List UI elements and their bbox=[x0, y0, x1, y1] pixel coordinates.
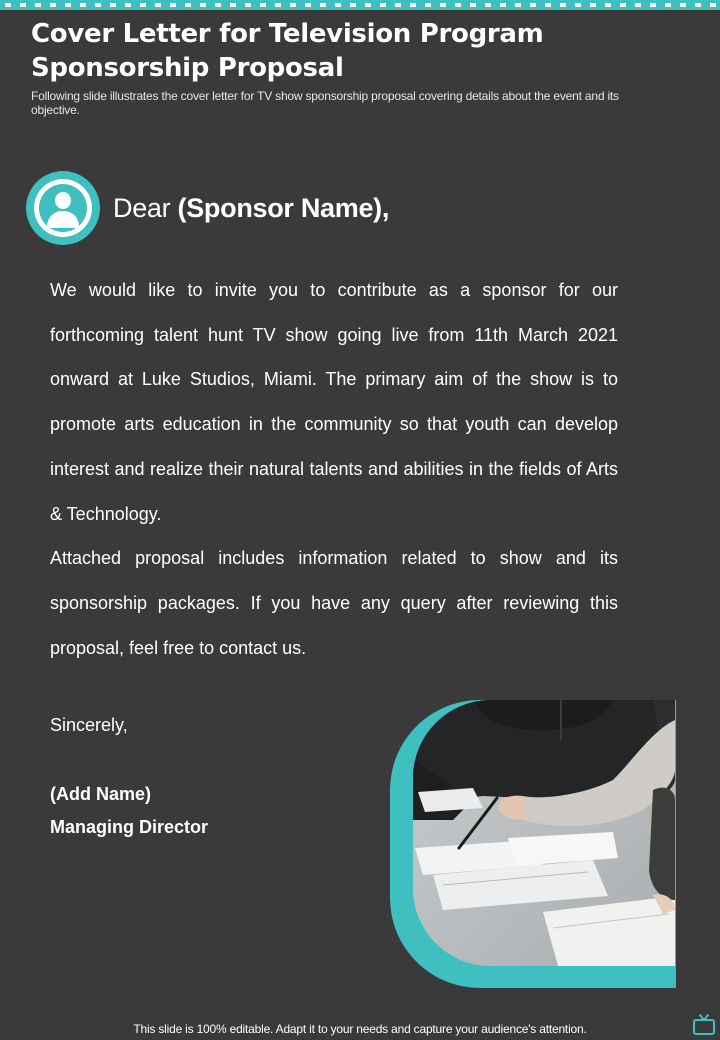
footer-note: This slide is 100% editable. Adapt it to your needs and capture your audience's attention. bbox=[133, 1022, 587, 1036]
greeting-prefix: Dear bbox=[113, 193, 178, 223]
greeting bbox=[113, 190, 389, 226]
signer-title: Managing Director bbox=[50, 817, 209, 837]
meeting-photo bbox=[413, 700, 675, 966]
tv-icon bbox=[692, 1013, 716, 1037]
closing: Sincerely, bbox=[50, 715, 128, 735]
page-title: Cover Letter for Television Program Sponsorship Proposal bbox=[31, 19, 544, 83]
letter-paragraph-2: Attached proposal includes information related to show and its sponsorship packages. If you have any query after reviewing this proposal, feel free to contact us. bbox=[50, 548, 618, 658]
page-subtitle: Following slide illustrates the cover letter for TV show sponsorship proposal covering details about the event and its objective. bbox=[31, 89, 619, 117]
avatar bbox=[26, 171, 100, 245]
greeting-sponsor-name: (Sponsor Name), bbox=[177, 193, 390, 223]
letter-paragraph-1: We would like to invite you to contribute as a sponsor for our forthcoming talent hunt TV show going live from 11th March 2021 onward at Luke Studios, Miami. The primary aim of the show is to promote arts education in the community so that youth can develop interest and realize their natural talents and abilities in the fields of Arts & Technology. bbox=[50, 280, 618, 524]
user-icon bbox=[34, 179, 92, 237]
letter-body bbox=[50, 268, 618, 670]
film-strip-border bbox=[0, 0, 720, 10]
signer-name: (Add Name) bbox=[50, 784, 152, 804]
